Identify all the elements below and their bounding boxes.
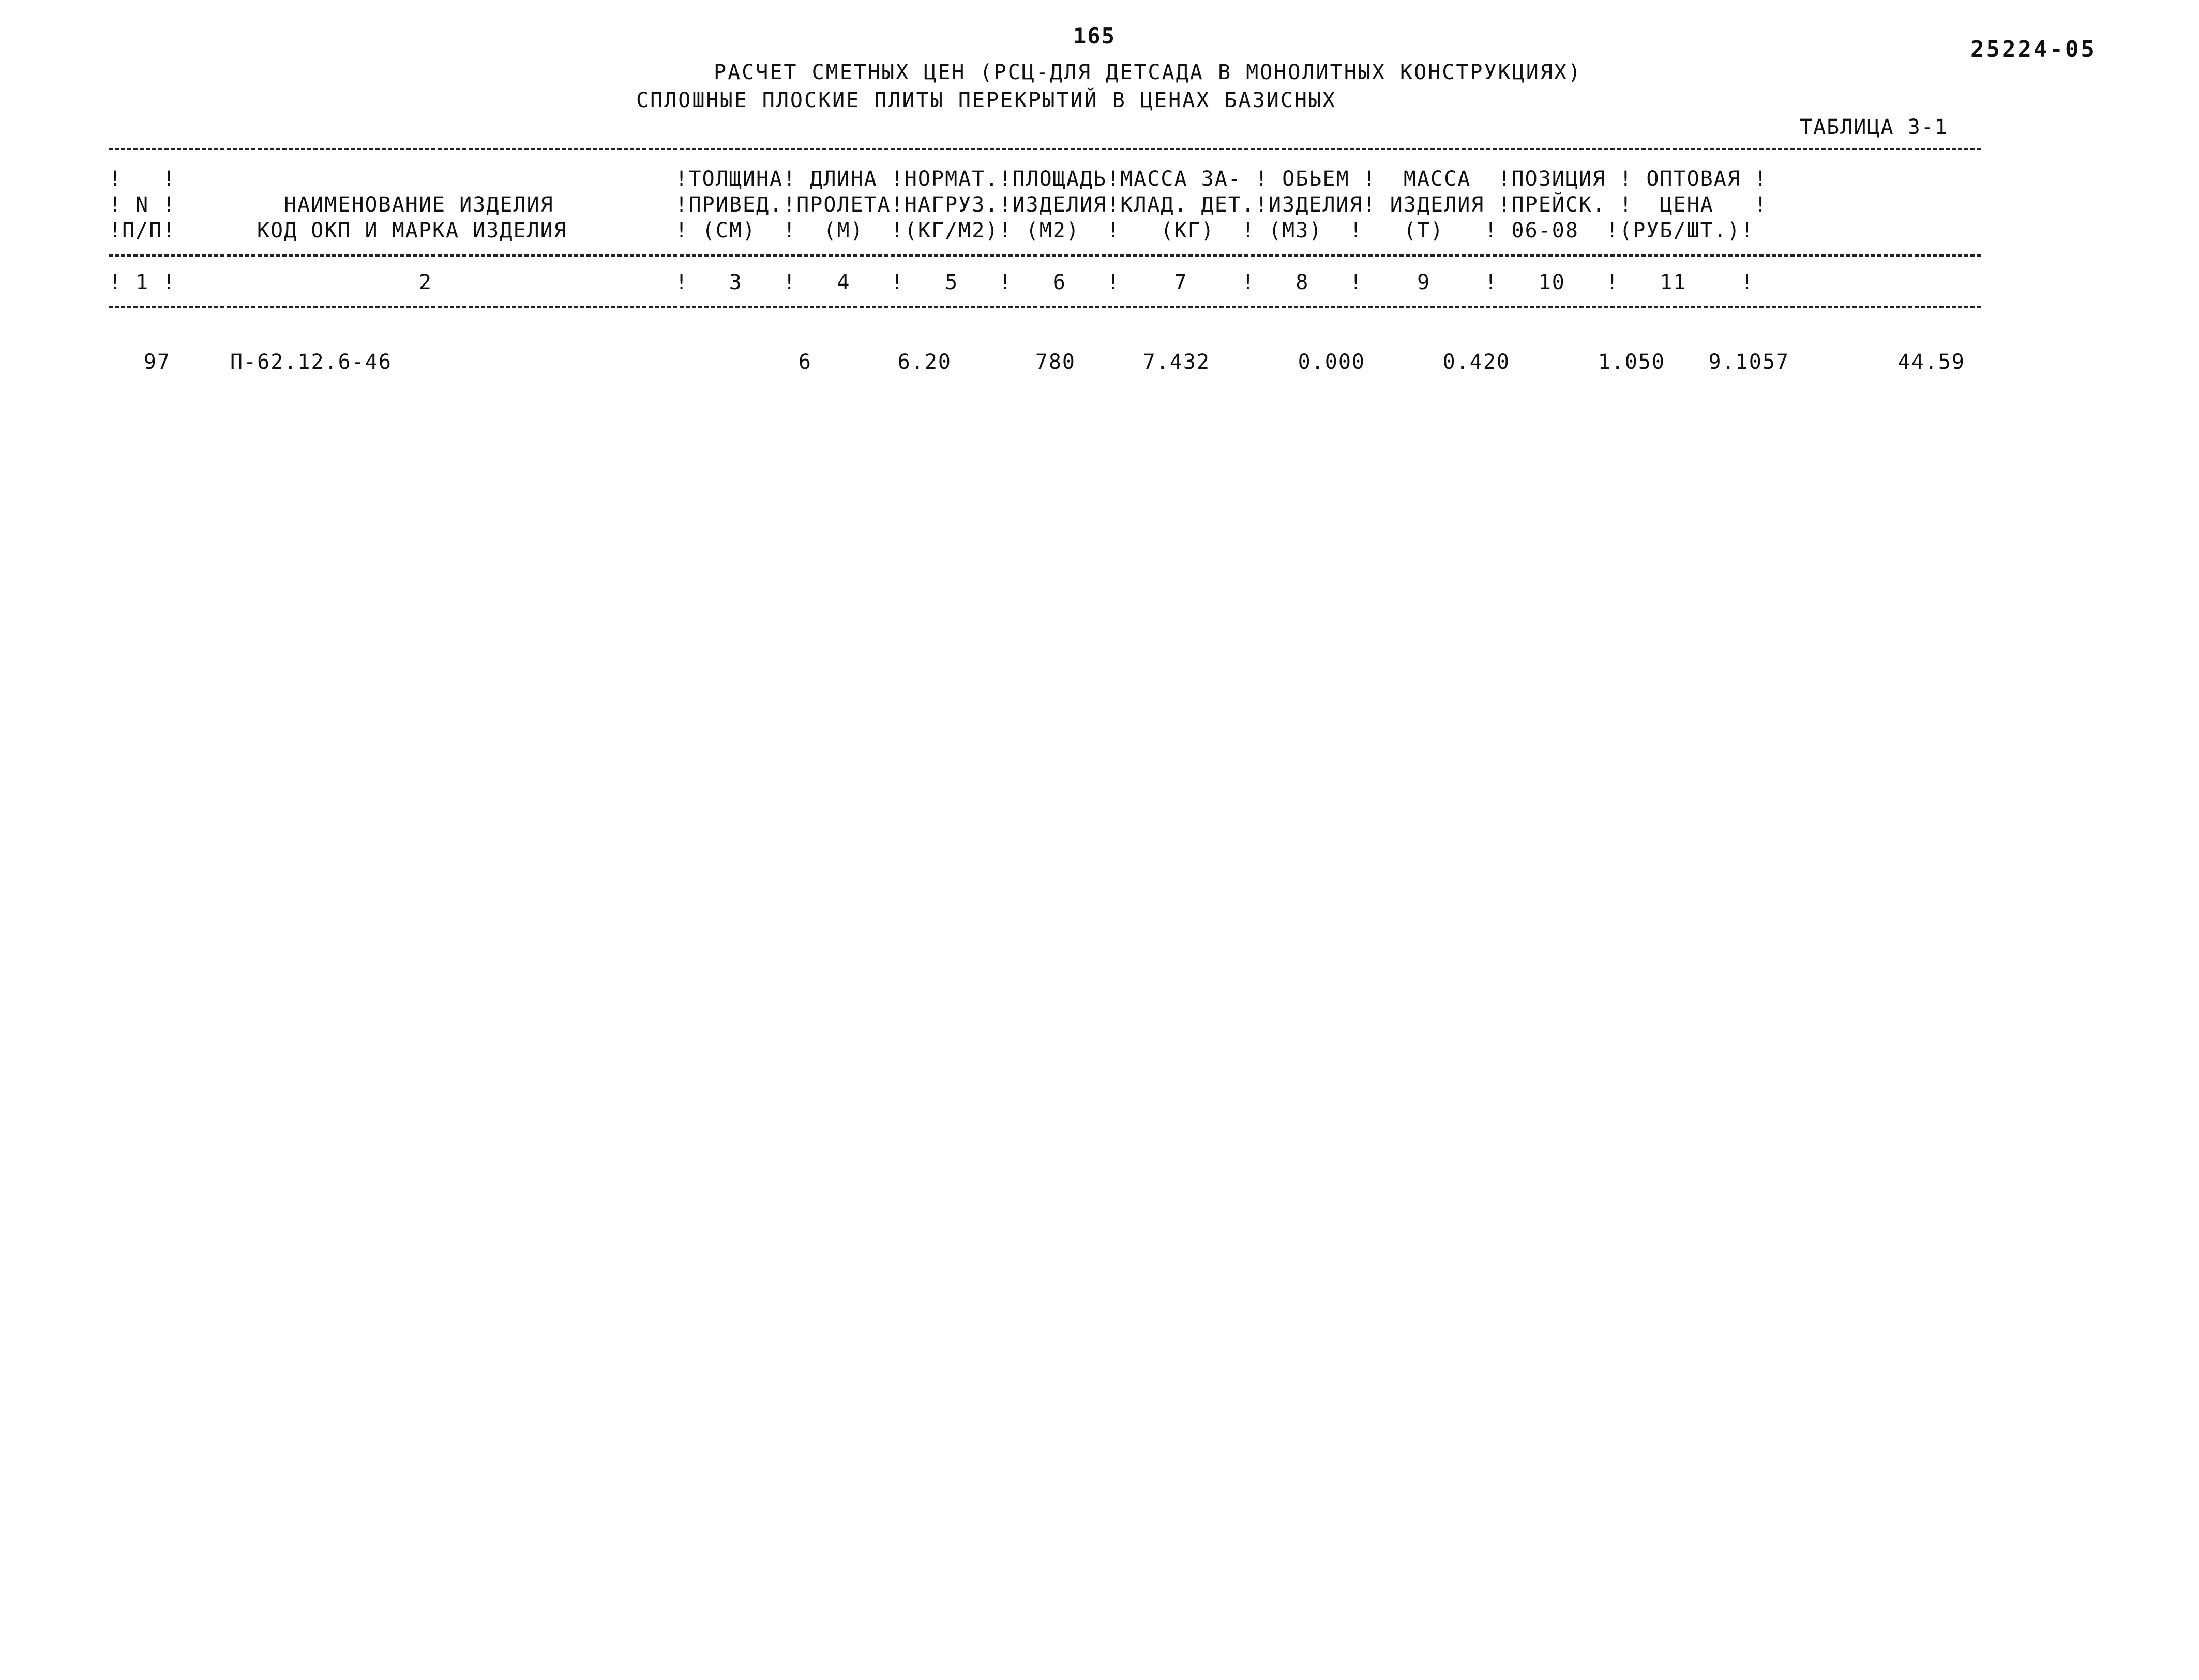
table-rule-top [109, 148, 1981, 150]
cell-mass: 1.050 [1598, 350, 1665, 374]
table-rule-columns [109, 306, 1981, 308]
product-name: П-62.12.6-46 [230, 350, 392, 374]
document-code: 25224-05 [1970, 36, 2097, 63]
cell-wholesale-price: 44.59 [1897, 350, 1965, 374]
row-number: 97 [143, 350, 171, 374]
table-rule-header [109, 254, 1981, 257]
column-numbers-row: ! 1 ! 2 ! 3 ! 4 ! 5 ! 6 ! 7 ! 8 ! 9 ! 10 ! 11 ! [109, 271, 1755, 294]
cell-area: 7.432 [1142, 350, 1210, 374]
document-title: РАСЧЕТ СМЕТНЫХ ЦЕН (РСЦ-ДЛЯ ДЕТСАДА В МОНОЛИТНЫХ КОНСТРУКЦИЯХ) [714, 61, 1583, 84]
document-subtitle: СПЛОШНЫЕ ПЛОСКИЕ ПЛИТЫ ПЕРЕКРЫТИЙ В ЦЕНАХ БАЗИСНЫХ [636, 88, 1337, 112]
table-header-line-3: !П/П! КОД ОКП И МАРКА ИЗДЕЛИЯ ! (СМ) ! (М) !(КГ/М2)! (М2) ! (КГ) ! (М3) ! (Т) ! 06-08 !(РУБ/ШТ.)! [109, 219, 1755, 243]
cell-embedded-mass: 0.000 [1298, 350, 1365, 374]
cell-thickness: 6 [798, 350, 812, 374]
cell-span: 6.20 [897, 350, 952, 374]
page-number: 165 [1073, 23, 1116, 49]
table-label: ТАБЛИЦА 3-1 [1800, 115, 1948, 139]
table-header-line-1: ! ! !ТОЛЩИНА! ДЛИНА !НОРМАТ.!ПЛОЩАДЬ!МАССА ЗА- ! ОБЬЕМ ! МАССА !ПОЗИЦИЯ ! ОПТОВАЯ ! [109, 167, 1768, 191]
cell-load: 780 [1035, 350, 1076, 374]
cell-price-list-position: 9.1057 [1708, 350, 1789, 374]
table-header-line-2: ! N ! НАИМЕНОВАНИЕ ИЗДЕЛИЯ !ПРИВЕД.!ПРОЛЕТА!НАГРУЗ.!ИЗДЕЛИЯ!КЛАД. ДЕТ.!ИЗДЕЛИЯ! ИЗДЕЛИЯ !ПРЕЙСК. ! ЦЕНА ! [109, 193, 1768, 217]
cell-volume: 0.420 [1442, 350, 1510, 374]
